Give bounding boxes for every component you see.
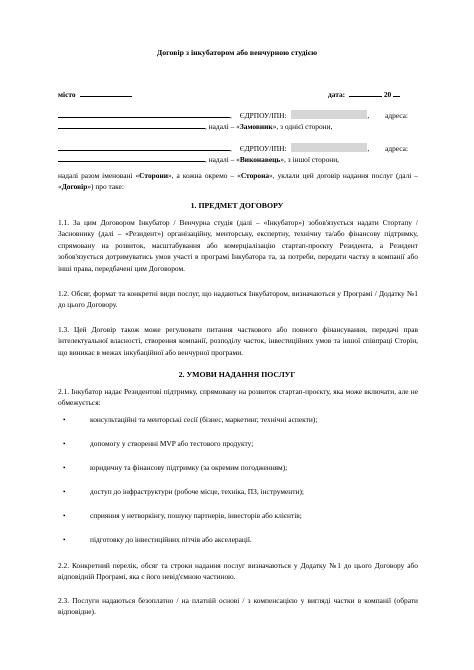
list-item: доступ до інфраструктури (робоче місце, техніка, ПЗ, інструменти);: [90, 487, 304, 496]
party2-line1: , ЄДРПОУ/ІПН: , адреса:: [58, 143, 408, 154]
party2-role: Виконавець: [239, 155, 281, 164]
party1-line2: [58, 121, 332, 132]
date-year: 20: [383, 90, 392, 99]
bullet-icon: •: [63, 440, 66, 448]
list-item: підготовку до інвестиційних пітчів або акселерації.: [90, 535, 252, 544]
party1-role: Замовник: [239, 122, 273, 131]
paragraph-1-2: 1.2. Обсяг, формат та конкретні види послуг, що надаються Інкубатором, визначаються у Програмі / Додатку №1 до цього Договору.: [58, 289, 418, 310]
intro-side: Сторона: [240, 171, 270, 180]
party1-suffix-post: », з однієї сторони,: [272, 122, 333, 131]
list-item: юридичну та фінансову підтримку (за окремим погодженням);: [90, 463, 288, 472]
document-title: Договір з інкубатором або венчурною студією: [156, 48, 318, 57]
party1-address-field[interactable]: [58, 121, 205, 129]
bullet-icon: •: [63, 536, 66, 544]
section1-title: 1. ПРЕДМЕТ ДОГОВОРУ: [190, 201, 284, 210]
bullet-icon: •: [63, 416, 66, 424]
list-item: сприяння у нетворкінгу, пошуку партнерів, інвесторів або клієнтів;: [90, 511, 302, 520]
party2-suffix-post: », з іншої сторони,: [280, 155, 340, 164]
party1-line1: , ЄДРПОУ/ІПН: , адреса:: [58, 110, 408, 121]
paragraph-1-3: 1.3. Цей Договір також може регулювати питання часткового або повного фінансування, передачі прав інтелектуальної власності, створення компанії, розподілу часток, інвестиційних умов та іншої співпраці Сторін, що виникає в межах інкубаційної або венчурної програми.: [58, 325, 418, 357]
place-line: [58, 89, 132, 100]
intro-sides: Сторони: [139, 171, 168, 180]
list-item: консультаційні та менторські сесії (бізнес, маркетинг, технічні аспекти);: [90, 415, 318, 424]
intro-contract: Договір: [61, 182, 88, 192]
party1-edrpou-field[interactable]: [291, 110, 367, 119]
date-line: [328, 89, 400, 100]
date-label: дата:: [328, 90, 346, 99]
paragraph-2-1: 2.1. Інкубатор надає Резидентові підтримку, спрямовану на розвиток стартап-проєкту, яка може включати, але не обмежується:: [58, 387, 418, 408]
bullet-icon: •: [63, 488, 66, 496]
party2-name-field[interactable]: [58, 143, 230, 151]
bullet-icon: •: [63, 464, 66, 472]
party2-line2: [58, 154, 339, 165]
party1-edrpou-label: ЄДРПОУ/ІПН:: [239, 111, 287, 120]
list-item: допомогу у створенні MVP або тестового продукту;: [90, 439, 254, 448]
section2-title: 2. УМОВИ НАДАННЯ ПОСЛУГ: [178, 370, 296, 379]
party2-address-field[interactable]: [58, 154, 205, 162]
party1-name-field[interactable]: [58, 110, 230, 118]
party2-edrpou-label: ЄДРПОУ/ІПН:: [239, 144, 287, 153]
party1-address-label: адреса:: [385, 111, 408, 120]
bullet-icon: •: [63, 512, 66, 520]
paragraph-2-2: 2.2. Конкретний перелік, обсяг та строки надання послуг визначаються у Додатку №1 до цього Договору або відповідній Програмі, яка є його невід'ємною частиною.: [58, 561, 418, 582]
party2-address-label: адреса:: [385, 144, 408, 153]
intro-paragraph: надалі разом іменовані «Сторони», а кожна окремо – «Сторона», уклали цей договір надання послуг (далі – «Договір») про таке:: [58, 171, 418, 192]
party1-suffix-pre: , надалі – «: [205, 122, 240, 131]
place-field[interactable]: [80, 89, 132, 97]
party2-edrpou-field[interactable]: [291, 143, 367, 152]
paragraph-1-1: 1.1. За цим Договором Інкубатор / Венчурна студія (далі – «Інкубатор») зобов'язується надати Стортапу / Засновнику (далі – «Резидент») організаційну, менторську, експертну, технічну та/або фінансову підтримку, спрямовану на розвиток, масштабування або комерціалізацію стартап-проєкту Резидента, а Резидент зобов'язується дотримуватись умов участі в програмі Інкубатора та, за потреби, передати частку в компанії або інші права, передбачені цим Договором.: [58, 218, 418, 273]
place-label: місто: [58, 90, 76, 99]
party2-suffix-pre: , надалі – «: [205, 155, 240, 164]
year-field[interactable]: [393, 89, 400, 97]
date-field[interactable]: [349, 89, 382, 97]
paragraph-2-3: 2.3. Послуги надаються безоплатно / на платній основі / з компенсацією у вигляді частки в компанії (обрати відповідне).: [58, 596, 418, 617]
